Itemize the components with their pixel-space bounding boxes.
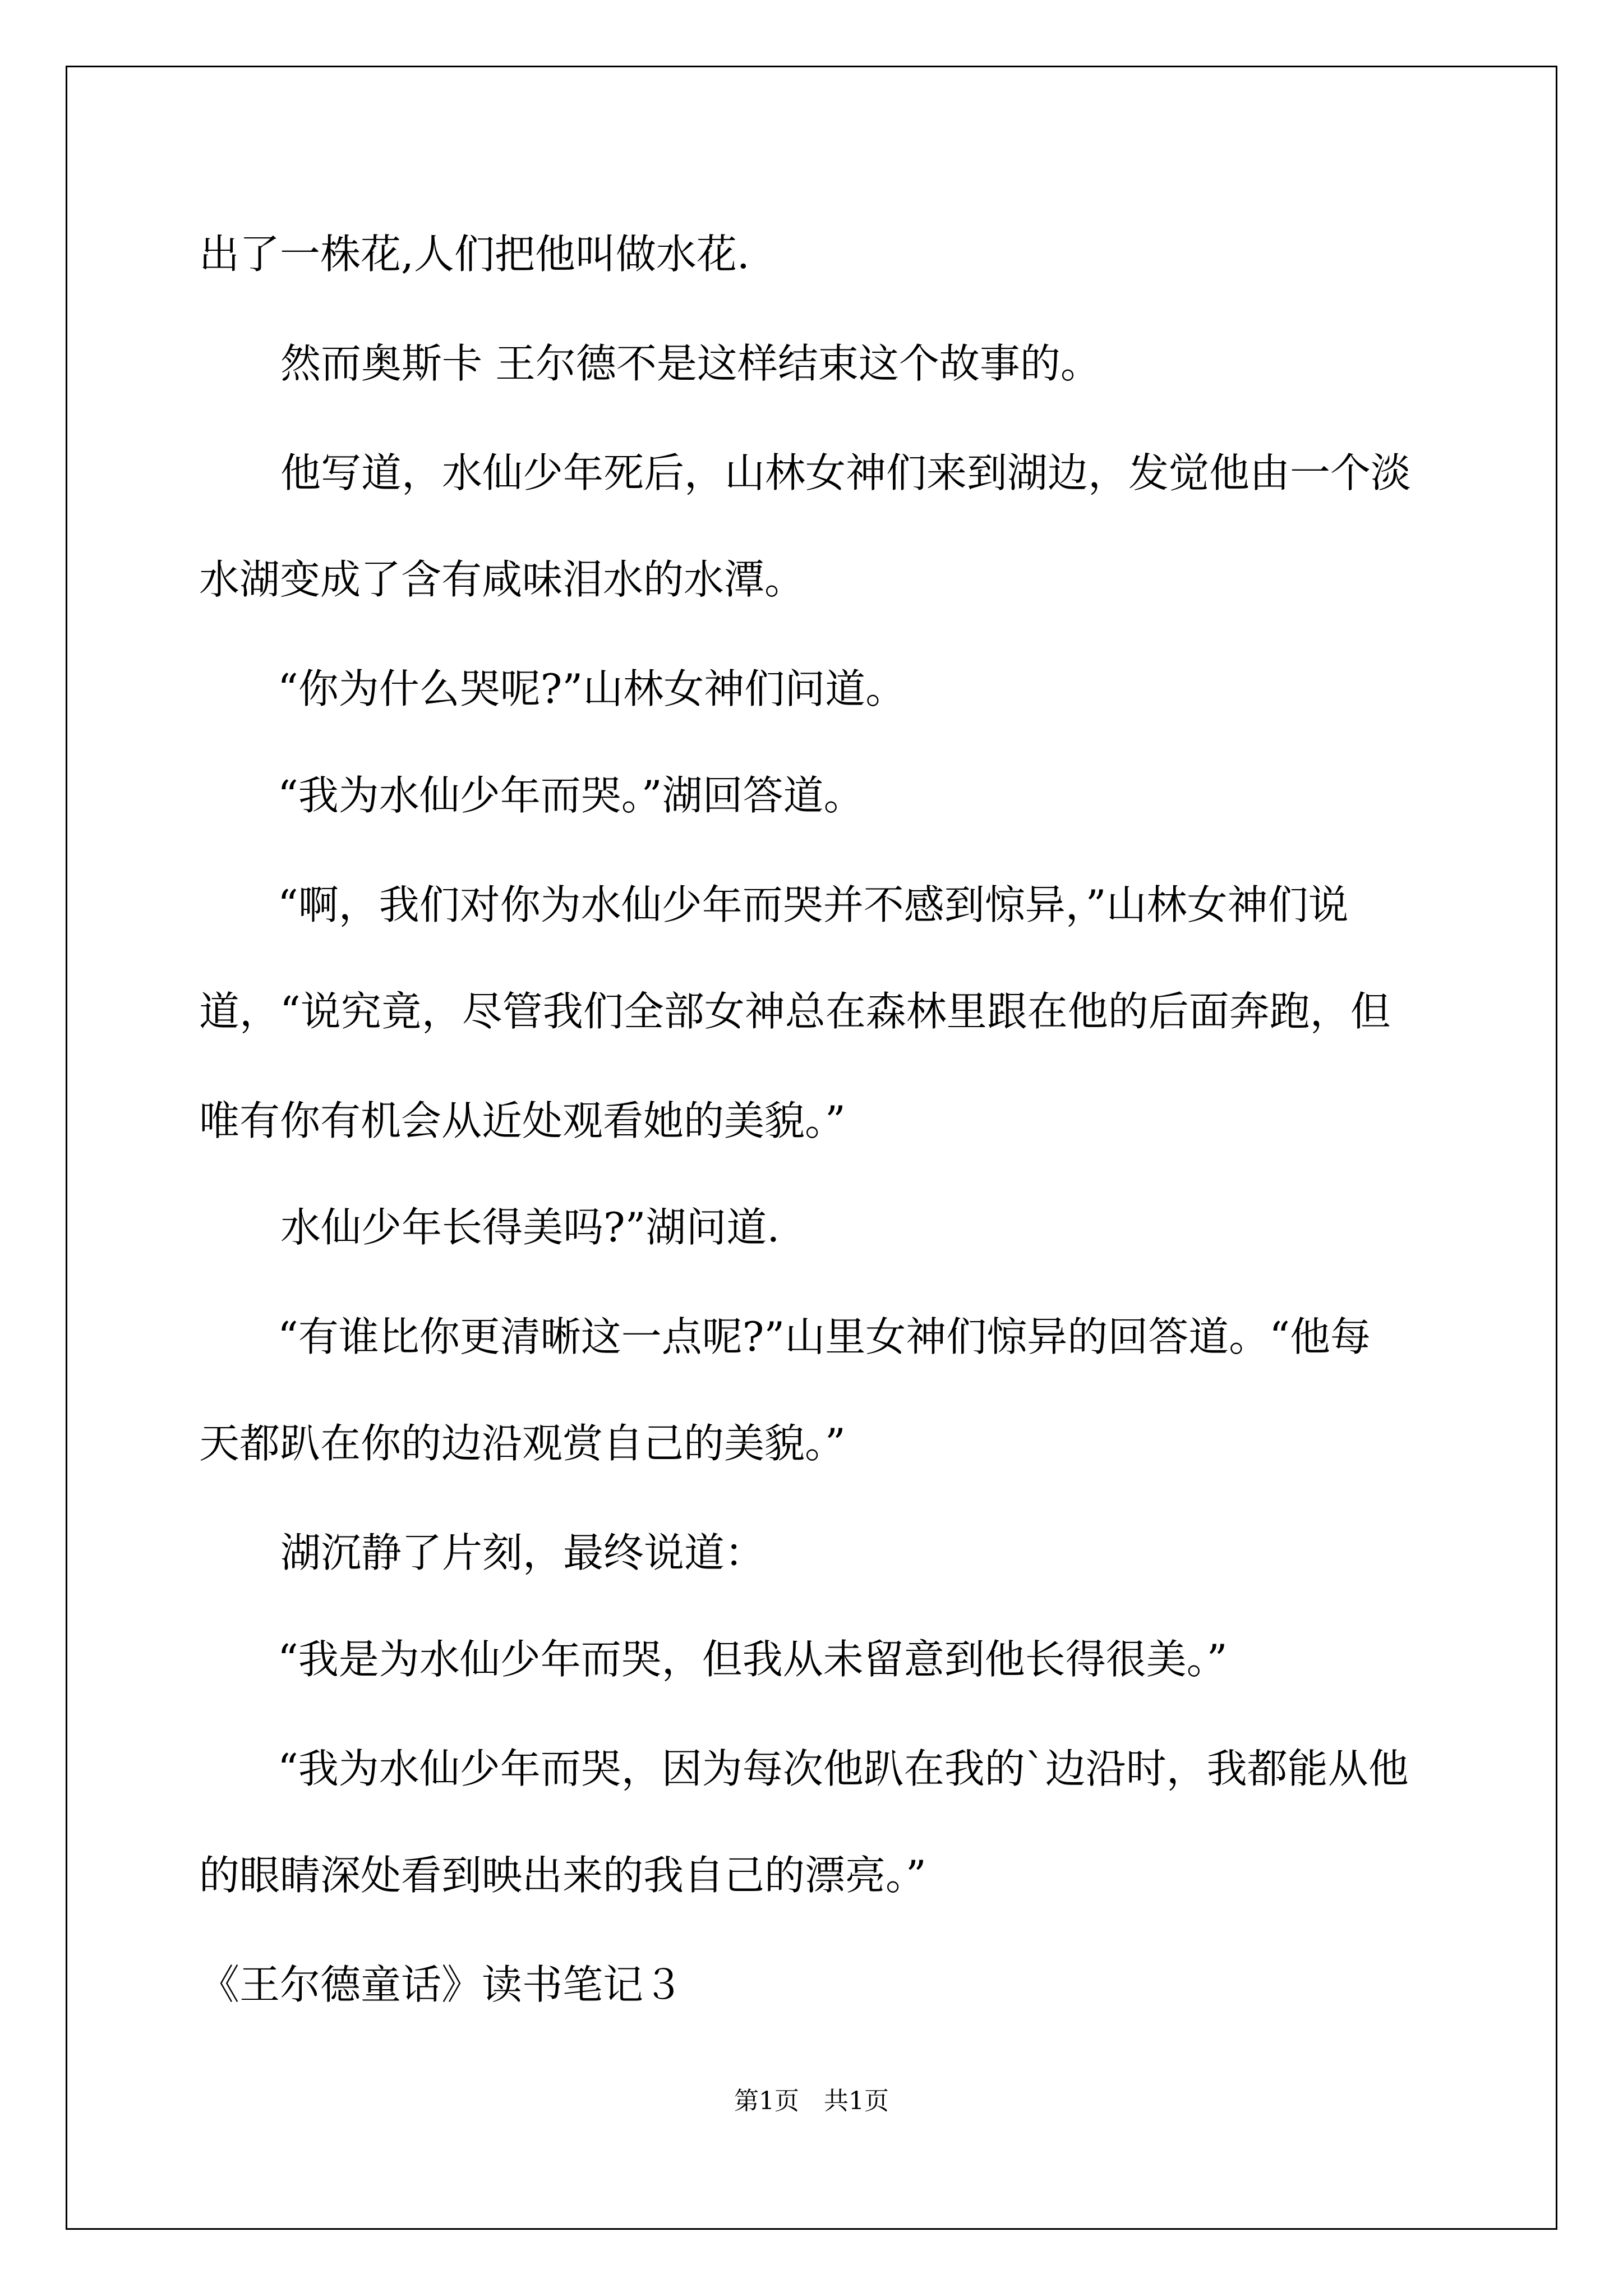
body-line-3: 他写道，水仙少年死后，山林女神们来到湖边，发觉他由一个淡 [280, 449, 1412, 496]
body-line-8: 道，“说究竟，尽管我们全部女神总在森林里跟在他的后面奔跑，但 [199, 988, 1391, 1035]
body-line-9: 唯有你有机会从近处观看她的美貌。” [199, 1097, 846, 1144]
page-number-total: 共1页 [824, 2087, 889, 2115]
body-line-13: 湖沉静了片刻，最终说道： [280, 1529, 766, 1576]
body-line-10: 水仙少年长得美吗?”湖问道. [280, 1204, 780, 1251]
body-line-16: 的眼睛深处看到映出来的我自己的漂亮。” [199, 1852, 926, 1899]
body-line-7: “啊，我们对你为水仙少年而哭并不感到惊异，”山林女神们说 [278, 881, 1349, 928]
body-line-5: “你为什么哭呢?”山林女神们问道。 [278, 665, 906, 712]
body-line-12: 天都趴在你的边沿观赏自己的美貌。” [199, 1420, 846, 1467]
body-line-4: 水湖变成了含有咸味泪水的水潭。 [199, 556, 805, 603]
page-footer [0, 2086, 1623, 2117]
page-number-current: 第1页 [734, 2087, 799, 2115]
body-line-14: “我是为水仙少年而哭，但我从未留意到他长得很美。” [278, 1636, 1228, 1683]
body-line-6: “我为水仙少年而哭。”湖回答道。 [278, 772, 864, 819]
section-heading: 《王尔德童话》读书笔记３ [199, 1961, 684, 2008]
page-border [66, 66, 1557, 2230]
body-line-15: “我为水仙少年而哭，因为每次他趴在我的`边沿时，我都能从他 [278, 1745, 1409, 1792]
body-line-1: 出了一株花,人们把他叫做水花. [199, 231, 750, 278]
body-line-2: 然而奥斯卡 王尔德不是这样结束这个故事的。 [280, 340, 1101, 387]
body-line-11: “有谁比你更清晰这一点呢?”山里女神们惊异的回答道。“他每 [278, 1313, 1371, 1360]
